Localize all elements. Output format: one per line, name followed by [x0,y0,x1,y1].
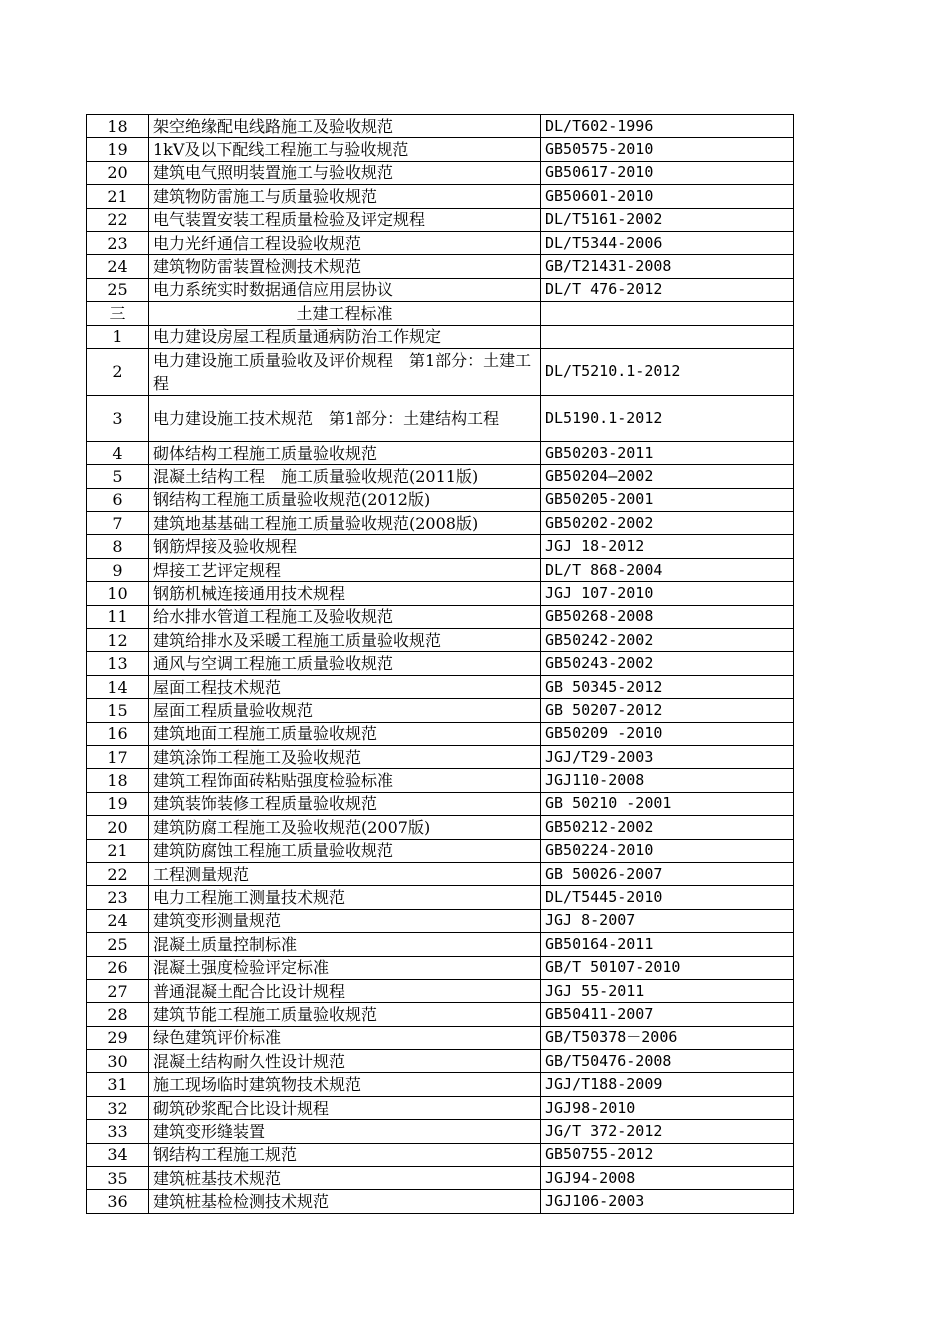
row-number-cell: 26 [87,956,149,979]
standard-name-cell: 建筑装饰装修工程质量验收规范 [149,792,541,815]
standard-name-cell: 建筑地面工程施工质量验收规范 [149,722,541,745]
standard-code-cell: GB50575-2010 [541,138,794,161]
standard-code-cell: DL/T 868-2004 [541,558,794,581]
standard-code-cell: GB50203-2011 [541,441,794,464]
table-row [87,395,794,441]
standard-code-cell: JGJ 8-2007 [541,909,794,932]
table-row [87,1050,794,1073]
standard-code-cell: GB50204—2002 [541,465,794,488]
table-row [87,745,794,768]
table-row [87,699,794,722]
table-row [87,886,794,909]
standard-code-cell: DL/T5210.1-2012 [541,348,794,395]
standard-name-cell: 通风与空调工程施工质量验收规范 [149,652,541,675]
row-number-cell: 25 [87,278,149,301]
section-header-row [87,302,794,325]
row-number-cell: 24 [87,255,149,278]
standard-code-cell: DL/T602-1996 [541,115,794,138]
standard-name-cell: 屋面工程质量验收规范 [149,699,541,722]
standard-code-cell: JGJ 107-2010 [541,582,794,605]
standard-name-cell: 混凝土结构耐久性设计规范 [149,1050,541,1073]
row-number-cell: 36 [87,1190,149,1213]
table-row [87,629,794,652]
standard-name-cell: 建筑桩基技术规范 [149,1167,541,1190]
standard-name-cell: 混凝土结构工程 施工质量验收规范(2011版) [149,465,541,488]
standard-name-cell: 砌筑砂浆配合比设计规程 [149,1096,541,1119]
standard-name-cell: 电力光纤通信工程设验收规范 [149,231,541,254]
standard-name-cell: 焊接工艺评定规程 [149,558,541,581]
standard-name-cell: 建筑地基基础工程施工质量验收规范(2008版) [149,512,541,535]
standard-code-cell: DL/T5445-2010 [541,886,794,909]
table-row [87,1190,794,1213]
standard-name-cell: 建筑桩基检检测技术规范 [149,1190,541,1213]
standard-name-cell: 建筑变形测量规范 [149,909,541,932]
table-row [87,769,794,792]
row-number-cell: 20 [87,161,149,184]
standard-name-cell: 钢结构工程施工规范 [149,1143,541,1166]
row-number-cell: 21 [87,185,149,208]
standard-code-cell: GB/T50476-2008 [541,1050,794,1073]
standard-name-cell: 建筑物防雷施工与质量验收规范 [149,185,541,208]
row-number-cell: 9 [87,558,149,581]
standards-table [86,114,794,1214]
table-row [87,325,794,348]
row-number-cell: 24 [87,909,149,932]
table-row [87,652,794,675]
table-row [87,1120,794,1143]
standard-name-cell: 建筑防腐蚀工程施工质量验收规范 [149,839,541,862]
standard-code-cell: GB 50207-2012 [541,699,794,722]
row-number-cell: 32 [87,1096,149,1119]
standard-code-cell: GB50212-2002 [541,816,794,839]
row-number-cell: 15 [87,699,149,722]
standard-name-cell: 电力系统实时数据通信应用层协议 [149,278,541,301]
row-number-cell: 8 [87,535,149,558]
table-row [87,1073,794,1096]
table-row [87,348,794,395]
standard-name-cell: 钢筋焊接及验收规程 [149,535,541,558]
standard-code-cell: JG/T 372-2012 [541,1120,794,1143]
row-number-cell: 22 [87,862,149,885]
standard-code-cell: GB50411-2007 [541,1003,794,1026]
row-number-cell: 35 [87,1167,149,1190]
table-row [87,839,794,862]
table-row [87,582,794,605]
table-row [87,441,794,464]
standard-code-cell: GB50243-2002 [541,652,794,675]
table-row [87,558,794,581]
table-row [87,1096,794,1119]
standard-code-cell: JGJ 18-2012 [541,535,794,558]
table-row [87,278,794,301]
row-number-cell: 1 [87,325,149,348]
table-row [87,231,794,254]
standard-name-cell: 建筑节能工程施工质量验收规范 [149,1003,541,1026]
table-row [87,512,794,535]
standard-name-cell: 建筑防腐工程施工及验收规范(2007版) [149,816,541,839]
standard-code-cell: JGJ/T29-2003 [541,745,794,768]
row-number-cell: 4 [87,441,149,464]
standard-code-cell [541,325,794,348]
table-row [87,465,794,488]
standard-code-cell: JGJ98-2010 [541,1096,794,1119]
standard-name-cell: 混凝土强度检验评定标准 [149,956,541,979]
table-row [87,979,794,1002]
table-row [87,1167,794,1190]
standard-name-cell: 建筑工程饰面砖粘贴强度检验标准 [149,769,541,792]
standard-code-cell [541,302,794,325]
row-number-cell: 33 [87,1120,149,1143]
standard-name-cell: 钢结构工程施工质量验收规范(2012版) [149,488,541,511]
row-number-cell: 18 [87,769,149,792]
standard-name-cell: 架空绝缘配电线路施工及验收规范 [149,115,541,138]
table-row [87,115,794,138]
standard-name-cell: 土建工程标准 [149,302,541,325]
standard-code-cell: GB50268-2008 [541,605,794,628]
row-number-cell: 20 [87,816,149,839]
table-row [87,675,794,698]
standard-name-cell: 1kV及以下配线工程施工与验收规范 [149,138,541,161]
row-number-cell: 19 [87,138,149,161]
row-number-cell: 21 [87,839,149,862]
row-number-cell: 18 [87,115,149,138]
standard-code-cell: JGJ94-2008 [541,1167,794,1190]
table-row [87,1003,794,1026]
table-row [87,909,794,932]
table-row [87,862,794,885]
row-number-cell: 31 [87,1073,149,1096]
standard-name-cell: 钢筋机械连接通用技术规程 [149,582,541,605]
standard-code-cell: GB/T21431-2008 [541,255,794,278]
row-number-cell: 23 [87,886,149,909]
table-row [87,185,794,208]
table-row [87,792,794,815]
standard-code-cell: GB50205-2001 [541,488,794,511]
standard-code-cell: JGJ/T188-2009 [541,1073,794,1096]
standard-code-cell: GB/T50378－2006 [541,1026,794,1049]
standard-name-cell: 电力工程施工测量技术规范 [149,886,541,909]
row-number-cell: 19 [87,792,149,815]
row-number-cell: 3 [87,395,149,441]
row-number-cell: 11 [87,605,149,628]
row-number-cell: 10 [87,582,149,605]
standard-code-cell: GB50202-2002 [541,512,794,535]
standard-name-cell: 建筑涂饰工程施工及验收规范 [149,745,541,768]
standard-code-cell: GB/T 50107-2010 [541,956,794,979]
standard-name-cell: 砌体结构工程施工质量验收规范 [149,441,541,464]
row-number-cell: 16 [87,722,149,745]
standard-name-cell: 建筑给排水及采暖工程施工质量验收规范 [149,629,541,652]
standard-code-cell: DL/T5344-2006 [541,231,794,254]
table-row [87,956,794,979]
standard-name-cell: 屋面工程技术规范 [149,675,541,698]
row-number-cell: 25 [87,933,149,956]
table-row [87,1026,794,1049]
standard-code-cell: DL5190.1-2012 [541,395,794,441]
standard-code-cell: DL/T 476-2012 [541,278,794,301]
standard-code-cell: GB50601-2010 [541,185,794,208]
standard-code-cell: GB50224-2010 [541,839,794,862]
row-number-cell: 34 [87,1143,149,1166]
row-number-cell: 12 [87,629,149,652]
table-row [87,816,794,839]
standard-code-cell: DL/T5161-2002 [541,208,794,231]
row-number-cell: 28 [87,1003,149,1026]
row-number-cell: 6 [87,488,149,511]
row-number-cell: 17 [87,745,149,768]
standard-code-cell: GB50164-2011 [541,933,794,956]
standard-name-cell: 电力建设施工技术规范 第1部分：土建结构工程 [149,395,541,441]
standard-code-cell: GB50242-2002 [541,629,794,652]
standard-name-cell: 普通混凝土配合比设计规程 [149,979,541,1002]
row-number-cell: 14 [87,675,149,698]
row-number-cell: 7 [87,512,149,535]
standard-name-cell: 施工现场临时建筑物技术规范 [149,1073,541,1096]
standard-name-cell: 给水排水管道工程施工及验收规范 [149,605,541,628]
table-row [87,1143,794,1166]
standard-code-cell: GB 50026-2007 [541,862,794,885]
standard-code-cell: GB50209 -2010 [541,722,794,745]
standard-code-cell: GB50755-2012 [541,1143,794,1166]
row-number-cell: 22 [87,208,149,231]
row-number-cell: 三 [87,302,149,325]
table-row [87,722,794,745]
standards-table-body [87,115,794,1214]
standard-name-cell: 工程测量规范 [149,862,541,885]
table-row [87,535,794,558]
table-row [87,488,794,511]
standard-name-cell: 绿色建筑评价标准 [149,1026,541,1049]
row-number-cell: 2 [87,348,149,395]
standard-name-cell: 混凝土质量控制标准 [149,933,541,956]
row-number-cell: 13 [87,652,149,675]
table-row [87,161,794,184]
standard-code-cell: GB 50345-2012 [541,675,794,698]
standard-code-cell: JGJ 55-2011 [541,979,794,1002]
row-number-cell: 27 [87,979,149,1002]
table-row [87,208,794,231]
standard-name-cell: 建筑电气照明装置施工与验收规范 [149,161,541,184]
row-number-cell: 23 [87,231,149,254]
table-row [87,933,794,956]
standard-code-cell: GB50617-2010 [541,161,794,184]
row-number-cell: 29 [87,1026,149,1049]
standard-name-cell: 电力建设施工质量验收及评价规程 第1部分：土建工程 [149,348,541,395]
row-number-cell: 5 [87,465,149,488]
standard-name-cell: 建筑物防雷装置检测技术规范 [149,255,541,278]
table-row [87,605,794,628]
table-row [87,138,794,161]
standard-code-cell: JGJ110-2008 [541,769,794,792]
standard-code-cell: GB 50210 -2001 [541,792,794,815]
standard-name-cell: 电气装置安装工程质量检验及评定规程 [149,208,541,231]
standard-code-cell: JGJ106-2003 [541,1190,794,1213]
standard-name-cell: 电力建设房屋工程质量通病防治工作规定 [149,325,541,348]
table-row [87,255,794,278]
row-number-cell: 30 [87,1050,149,1073]
standard-name-cell: 建筑变形缝装置 [149,1120,541,1143]
